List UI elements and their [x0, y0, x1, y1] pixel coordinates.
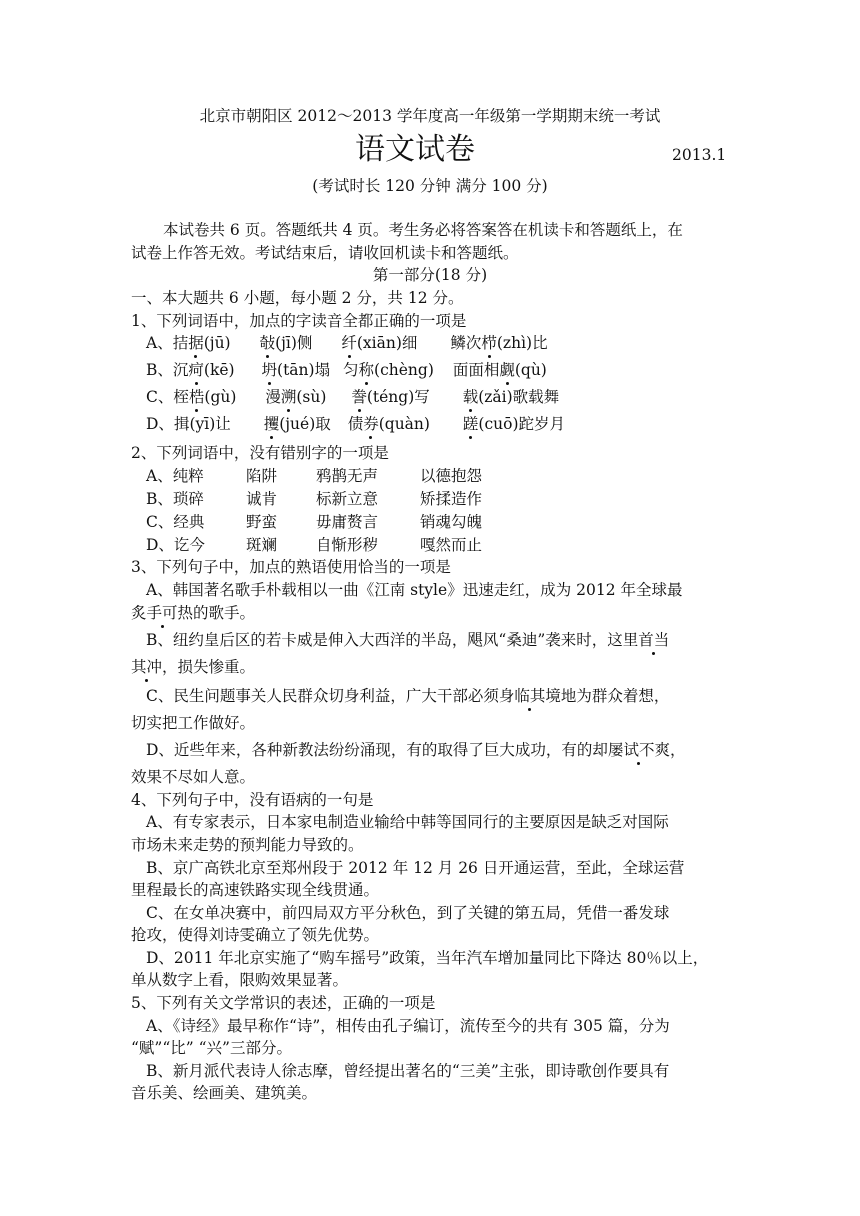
q2-option-c — [146, 512, 482, 532]
text: 野蛮 — [246, 513, 278, 531]
notice-line-2: 试卷上作答无效。考试结束后，请收回机读卡和答题纸。 — [131, 244, 519, 262]
text: 鳞次 — [450, 334, 482, 352]
text: (zhì)比 — [496, 334, 548, 352]
text: D、揖 — [146, 415, 190, 433]
text: D、讫今 — [146, 536, 205, 554]
text: (jué)取 — [279, 415, 331, 433]
text: A、纯粹 — [146, 467, 204, 485]
page-title: 语文试卷 — [355, 132, 475, 167]
q5-line: B、新月派代表诗人徐志摩，曾经提出著名的“三美”主张，即诗歌创作要具有 — [146, 1062, 670, 1080]
dotted-idiom: 其冲 — [131, 658, 163, 676]
q2-stem: 2、下列词语中，没有错别字的一项是 — [131, 444, 389, 462]
q1-option-d — [146, 414, 565, 434]
text: (jī)侧 — [275, 334, 313, 352]
text: C、民生问题事关人民群众切身利益，广大干部必须 — [146, 687, 499, 705]
dotted-char: 坍 — [261, 361, 278, 379]
text: (téng)写 — [366, 388, 430, 406]
text: 面面相 — [452, 361, 500, 379]
q3-option-d-line1 — [146, 740, 685, 760]
q4-line: 市场未来走势的预判能力导致的。 — [131, 836, 364, 854]
text: ， — [669, 741, 686, 759]
q4-line: 抢攻，使得刘诗雯确立了领先优势。 — [131, 926, 380, 944]
text: 嘎然而止 — [420, 536, 483, 554]
text: (kē) — [203, 361, 235, 379]
text: 斑斓 — [246, 536, 278, 554]
q5-line: “赋”“比” “兴”三部分。 — [131, 1039, 292, 1057]
q4-line: B、京广高铁北京至郑州段于 2012 年 12 月 26 日开通运营，至此，全球运营 — [146, 859, 685, 877]
dotted-char: 疴 — [188, 361, 204, 379]
text: ，损失惨重。 — [162, 658, 256, 676]
dotted-char: 据 — [188, 334, 204, 352]
q4-line: 单从数字上看，限购效果显著。 — [131, 971, 349, 989]
dotted-char: 称 — [358, 361, 375, 379]
text: 鸦鹊无声 — [316, 467, 379, 485]
q1-option-c — [146, 387, 559, 407]
dotted-char: 载 — [462, 388, 479, 406]
text: 销魂勾魄 — [420, 513, 483, 531]
q3-stem: 3、下列句子中，加点的熟语使用恰当的一项是 — [131, 558, 451, 576]
q3-option-b-line1 — [146, 630, 669, 650]
q5-line: A、《诗经》最早称作“诗”，相传由孔子编订，流传至今的共有 305 篇，分为 — [146, 1017, 670, 1035]
text: (xiān)细 — [356, 334, 418, 352]
q5-line: 音乐美、绘画美、建筑美。 — [131, 1084, 318, 1102]
text: 自惭形秽 — [316, 536, 379, 554]
exam-duration: (考试时长 120 分钟 满分 100 分) — [312, 177, 548, 195]
text: 诚肯 — [246, 490, 278, 508]
text: (gù) — [204, 388, 237, 406]
q3-option-a-line2 — [131, 603, 255, 623]
text: (cuō)跎岁月 — [478, 415, 566, 433]
q4-line: A、有专家表示，日本家电制造业输给中韩等国同行的主要原因是缺乏对国际 — [146, 813, 669, 831]
dotted-char: 纤 — [341, 334, 357, 352]
dotted-char: 梏 — [188, 388, 205, 406]
dotted-idiom: 炙手可热 — [131, 604, 194, 622]
text: B、沉 — [146, 361, 189, 379]
q3-option-b-line2 — [131, 657, 255, 677]
dotted-idiom: 首当 — [638, 631, 670, 649]
text: B、琐碎 — [146, 490, 204, 508]
dotted-idiom: 屡试不爽 — [607, 741, 670, 759]
q3-option-a-line1: A、韩国著名歌手朴载相以一曲《江南 style》迅速走红，成为 2012 年全球最 — [146, 581, 683, 599]
exam-date: 2013.1 — [672, 146, 727, 164]
dotted-char: 觑 — [499, 361, 515, 379]
q4-line: 里程最长的高速铁路实现全线贯通。 — [131, 881, 380, 899]
text: (qù) — [514, 361, 547, 379]
q1-option-a — [146, 333, 548, 353]
text: (chèng) — [374, 361, 434, 379]
text: 矫揉造作 — [420, 490, 483, 508]
notice-line-1: 本试卷共 6 页。答题纸共 4 页。考生务必将答案答在机读卡和答题纸上，在 — [163, 221, 683, 239]
text: D、近些年来，各种新教法纷纷涌现，有的取得了巨大成功，有的却 — [146, 741, 608, 759]
text: 债 — [347, 415, 364, 433]
text: 匀 — [343, 361, 359, 379]
text: (tān)塌 — [277, 361, 331, 379]
text: (zǎi)歌载舞 — [478, 388, 560, 406]
text: (quàn) — [378, 415, 430, 433]
text: 的歌手。 — [193, 604, 256, 622]
text: 漫 — [265, 388, 281, 406]
text: 以德抱怨 — [420, 467, 483, 485]
q3-option-c-line2: 切实把工作做好。 — [131, 714, 256, 732]
text: 毋庸赘言 — [316, 513, 379, 531]
q3-option-d-line2: 效果不尽如人意。 — [131, 768, 256, 786]
dotted-char: 券 — [363, 415, 379, 433]
dotted-char: 誊 — [351, 388, 367, 406]
dotted-char: 蹉 — [462, 415, 479, 433]
q5-stem: 5、下列有关文学常识的表述，正确的一项是 — [131, 994, 436, 1012]
text: (sù) — [296, 388, 327, 406]
text: 陷阱 — [246, 467, 278, 485]
q2-option-d — [146, 535, 482, 555]
q4-line: D、2011 年北京实施了“购车摇号”政策，当年汽车增加量同比下降达 80％以上， — [146, 949, 709, 967]
dotted-char: 溯 — [280, 388, 297, 406]
part1-heading: 第一部分(18 分) — [372, 266, 488, 284]
text: (yī)让 — [189, 415, 231, 433]
q1-stem: 1、下列词语中，加点的字读音全都正确的一项是 — [131, 312, 467, 330]
q2-option-a — [146, 466, 482, 486]
q1-option-b — [146, 360, 547, 380]
text: 标新立意 — [316, 490, 379, 508]
dotted-char: 敧 — [259, 334, 276, 352]
section1-heading: 一、本大题共 6 小题，每小题 2 分，共 12 分。 — [131, 289, 464, 307]
text: 地为群众着想， — [560, 687, 670, 705]
text: (jū) — [203, 334, 231, 352]
q4-line: C、在女单决赛中，前四局双方平分秋色，到了关键的第五局，凭借一番发球 — [146, 904, 670, 922]
text: C、经典 — [146, 513, 205, 531]
text: B、纽约皇后区的若卡威是伸入大西洋的半岛，飓风“桑迪”袭来时，这里 — [146, 631, 639, 649]
dotted-char: 栉 — [481, 334, 497, 352]
text: C、桎 — [146, 388, 189, 406]
q2-option-b — [146, 489, 482, 509]
exam-header-line: 北京市朝阳区 2012～2013 学年度高一年级第一学期期末统一考试 — [199, 107, 661, 125]
q3-option-c-line1 — [146, 686, 669, 706]
dotted-char: 攫 — [263, 415, 280, 433]
text: A、拮 — [146, 334, 189, 352]
q4-stem: 4、下列句子中，没有语病的一句是 — [131, 791, 374, 809]
dotted-idiom: 身临其境 — [498, 687, 561, 705]
